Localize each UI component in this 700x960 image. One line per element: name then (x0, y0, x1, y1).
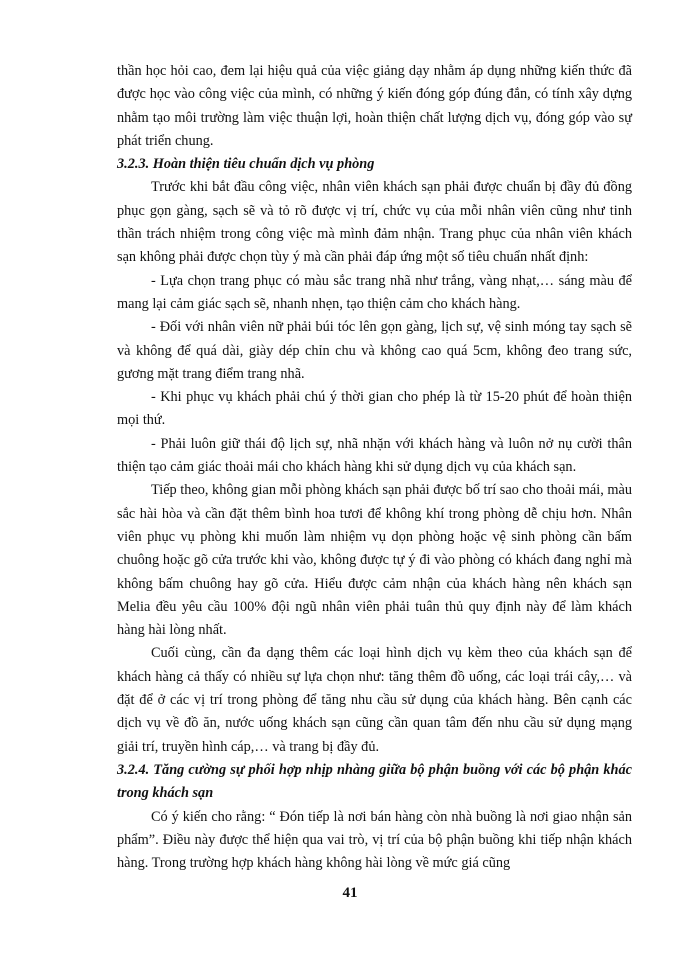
list-item-attitude: - Phải luôn giữ thái độ lịch sự, nhã nhặn với khách hàng và luôn nở nụ cười thân thiện tạo cảm giác thoải mái cho khách hàng khi sử dụng dịch vụ của khách sạn. (117, 435, 632, 476)
document-body (117, 60, 632, 875)
list-item-uniform-color: - Lựa chọn trang phục có màu sắc trang nhã như trắng, vàng nhạt,… sáng màu để mang lại cảm giác sạch sẽ, nhanh nhẹn, tạo thiện cảm cho khách hàng. (117, 272, 632, 312)
paragraph-uniform-intro: Trước khi bắt đầu công việc, nhân viên khách sạn phải được chuẩn bị đầy đủ đồng phục gọn gàng, sạch sẽ và tỏ rõ được vị trí, chức vụ của mỗi nhân viên cũng như tinh thần trách nhiệm trong công việc mà mình đảm nhận. Trang phục của nhân viên khách sạn không phải được chọn tùy ý mà cần phải đáp ứng một số tiêu chuẩn nhất định: (117, 179, 632, 266)
paragraph-services: Cuối cùng, cần đa dạng thêm các loại hình dịch vụ kèm theo của khách sạn để khách hàng cả thấy có nhiều sự lựa chọn như: tăng thêm đồ uống, các loại trái cây,… và đặt để ở các vị trí trong phòng để tăng nhu cầu sử dụng của khách hàng. Bên cạnh các dịch vụ về đồ ăn, nước uống khách sạn cũng cần quan tâm đến nhu cầu sử dụng mạng giải trí, truyền hình cáp,… và trang bị đầy đủ. (117, 645, 632, 755)
list-item-female-staff: - Đối với nhân viên nữ phải búi tóc lên gọn gàng, lịch sự, vệ sinh móng tay sạch sẽ và không để quá dài, giày dép chỉn chu và không cao quá 5cm, không đeo trang sức, gương mặt trang điểm trang nhã. (117, 319, 632, 382)
paragraph-continuation: thần học hỏi cao, đem lại hiệu quả của việc giảng dạy nhằm áp dụng những kiến thức đã được học vào công việc của mình, có những ý kiến đóng góp đúng đắn, có tính xây dựng nhằm tạo môi trường làm việc thuận lợi, hoàn thiện chất lượng dịch vụ, đóng góp vào sự phát triển chung. (117, 63, 632, 149)
page-number: 41 (342, 885, 358, 901)
section-heading-3-2-3: 3.2.3. Hoàn thiện tiêu chuẩn dịch vụ phòng (117, 156, 375, 173)
paragraph-reception: Có ý kiến cho rằng: “ Đón tiếp là nơi bán hàng còn nhà buồng là nơi giao nhận sản phẩm”. Điều này được thể hiện qua vai trò, vị trí của bộ phận buồng khi tiếp nhận khách hàng. Trong trường hợp khách hàng không hài lòng về mức giá cũng (117, 808, 632, 872)
section-heading-3-2-4: 3.2.4. Tăng cường sự phối hợp nhịp nhàng giữa bộ phận buồng với các bộ phận khác trong khách sạn (117, 761, 632, 802)
paragraph-room-space: Tiếp theo, không gian mỗi phòng khách sạn phải được bố trí sao cho thoải mái, màu sắc hài hòa và cần đặt thêm bình hoa tươi để không khí trong phòng dễ chịu hơn. Nhân viên phục vụ phòng khi muốn làm nhiệm vụ dọn phòng hoặc vệ sinh phòng cần bấm chuông hoặc gõ cửa trước khi vào, không được tự ý đi vào phòng có khách đang nghỉ mà không bấm chuông hay gõ cửa. Hiểu được cảm nhận của khách hàng nên khách sạn Melia đều yêu cầu 100% đội ngũ nhân viên phải tuân thủ quy định này để làm khách hàng hài lòng nhất. (117, 482, 632, 639)
list-item-service-time: - Khi phục vụ khách phải chú ý thời gian cho phép là từ 15-20 phút để hoàn thiện mọi thứ. (117, 389, 632, 429)
